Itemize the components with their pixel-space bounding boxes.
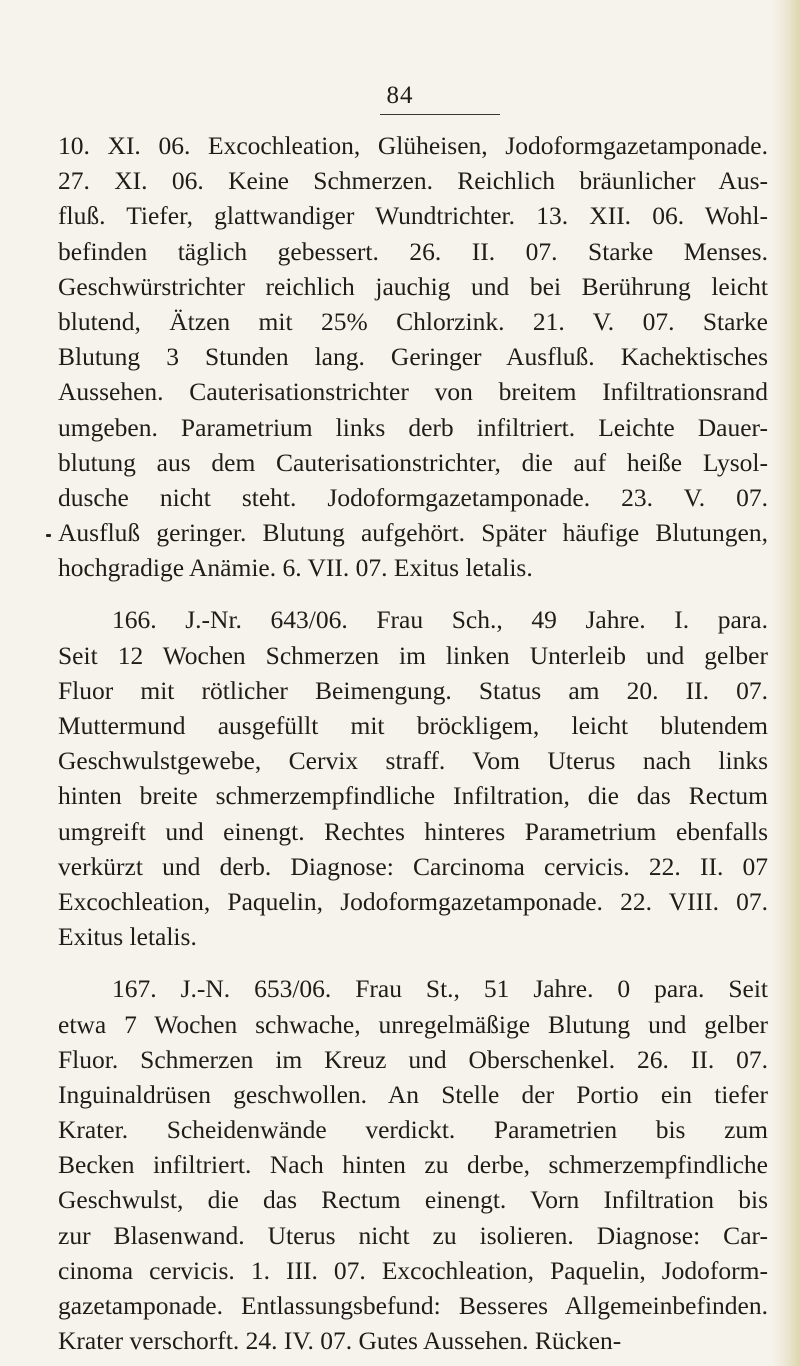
text-line: Ausfluß geringer. Blutung aufgehört. Später häufige Blutungen, <box>58 518 768 548</box>
text-line: Aussehen. Cauterisationstrichter von breitem Infiltrationsrand <box>58 377 768 407</box>
paragraph-gap <box>58 954 768 971</box>
text-line: dusche nicht steht. Jodoformgazetamponade. 23. V. 07. <box>58 482 768 512</box>
text-line: Blutung 3 Stunden lang. Geringer Ausfluß. Kachektisches <box>58 342 768 372</box>
text-line: gazetamponade. Entlassungsbefund: Besseres Allgemeinbefinden. <box>58 1291 768 1320</box>
text-line: Fluor mit rötlicher Beimengung. Status am 20. II. 07. <box>58 675 768 705</box>
text-line: zur Blasenwand. Uterus nicht zu isolieren. Diagnose: Car- <box>58 1220 768 1250</box>
text-line: umgeben. Parametrium links derb infiltriert. Leichte Dauer- <box>58 412 768 442</box>
paragraph-2 <box>58 602 768 954</box>
text-line: Muttermund ausgefüllt mit bröckligem, leicht blutendem <box>58 711 768 740</box>
text-line: Geschwürstrichter reichlich jauchig und bei Berührung leicht <box>58 271 768 301</box>
text-line: Krater verschorft. 24. IV. 07. Gutes Aussehen. Rücken- <box>58 1326 622 1356</box>
text-line: verkürzt und derb. Diagnose: Carcinoma cervicis. 22. II. 07 <box>58 851 768 881</box>
text-line: Krater. Scheidenwände verdickt. Parametrien bis zum <box>58 1115 768 1145</box>
text-line: blutend, Ätzen mit 25% Chlorzink. 21. V. 07. Starke <box>58 306 768 336</box>
text-line: hinten breite schmerzempfindliche Infiltration, die das Rectum <box>58 781 768 811</box>
text-line: etwa 7 Wochen schwache, unregelmäßige Blutung und gelber <box>58 1009 768 1039</box>
margin-mark <box>46 534 51 537</box>
text-line: befinden täglich gebessert. 26. II. 07. Starke Menses. <box>58 236 768 266</box>
text-line: 166. J.-Nr. 643/06. Frau Sch., 49 Jahre. I. para. <box>112 605 768 635</box>
text-line: fluß. Tiefer, glattwandiger Wundtrichter. 13. XII. 06. Wohl- <box>58 201 768 231</box>
paragraph-gap <box>58 585 768 602</box>
text-line: hochgradige Anämie. 6. VII. 07. Exitus letalis. <box>58 553 533 583</box>
paragraph-3 <box>58 971 768 1358</box>
text-line: cinoma cervicis. 1. III. 07. Excochleation, Paquelin, Jodoform- <box>58 1255 768 1285</box>
text-line: 10. XI. 06. Excochleation, Glüheisen, Jodoformgazetamponade. <box>58 131 768 160</box>
text-line: Excochleation, Paquelin, Jodoformgazetamponade. 22. VIII. 07. <box>58 886 768 916</box>
text-line: Geschwulst, die das Rectum einengt. Vorn Infiltration bis <box>58 1185 768 1215</box>
text-line: Becken infiltriert. Nach hinten zu derbe, schmerzempfindliche <box>58 1150 768 1180</box>
page-number-rule <box>380 114 500 115</box>
page-number: 84 <box>386 82 414 109</box>
text-line: blutung aus dem Cauterisationstrichter, die auf heiße Lysol- <box>58 447 768 477</box>
text-line: 167. J.-N. 653/06. Frau St., 51 Jahre. 0 para. Seit <box>112 974 768 1004</box>
body-text <box>58 128 768 1358</box>
text-line: Inguinaldrüsen geschwollen. An Stelle der Portio ein tiefer <box>58 1079 768 1109</box>
text-line: 27. XI. 06. Keine Schmerzen. Reichlich bräunlicher Aus- <box>58 166 768 196</box>
page-edge-shadow <box>772 0 800 1366</box>
text-line: Geschwulstgewebe, Cervix straff. Vom Uterus nach links <box>58 746 768 776</box>
paragraph-1 <box>58 128 768 585</box>
text-line: umgreift und einengt. Rechtes hinteres Parametrium ebenfalls <box>58 816 768 846</box>
text-line: Exitus letalis. <box>58 922 197 952</box>
text-line: Fluor. Schmerzen im Kreuz und Oberschenkel. 26. II. 07. <box>58 1044 768 1074</box>
text-line: Seit 12 Wochen Schmerzen im linken Unterleib und gelber <box>58 640 768 670</box>
